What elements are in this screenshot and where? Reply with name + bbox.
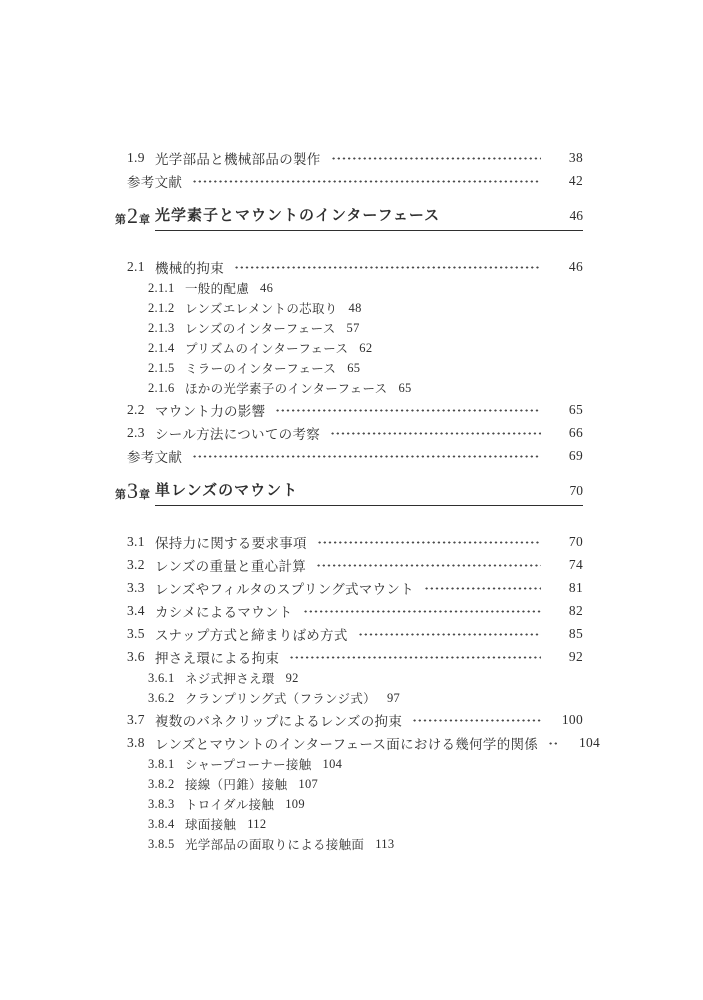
toc-subentry-title: 一般的配慮 [185,282,250,296]
toc-entry-number: 2.2 [127,401,145,417]
toc-subentry-title: シャープコーナー接触 [185,758,312,772]
toc-entry [115,444,583,467]
toc-entry-page: 100 [561,711,583,727]
toc-subentry-page: 65 [347,360,361,375]
toc-subentry-page: 109 [285,796,305,811]
toc-subentry-number: 3.6.2 [148,690,175,705]
toc-entry-number: 3.6 [127,648,145,664]
toc-entry [115,731,601,754]
toc-subentry-title: 球面接触 [185,818,237,832]
toc-subentry-title: トロイダル接触 [185,798,275,812]
toc-subentry-page: 112 [247,816,267,831]
toc-entry-page: 85 [568,625,583,641]
toc-entry-page: 70 [568,533,583,549]
toc-entry-number: 3.1 [127,533,145,549]
toc-subentry [115,834,583,854]
toc-subentry-page: 62 [359,340,373,355]
toc-subentry [115,688,583,708]
chapter-page: 70 [569,483,583,498]
toc-subentry-title: 接線（円錐）接触 [185,778,288,792]
toc-subentry-page: 65 [398,380,412,395]
toc-subentry-page: 92 [285,670,299,685]
toc-subentry [115,318,583,338]
toc-entry-number: 2.3 [127,424,145,440]
toc-entry [115,255,583,278]
toc-entry [115,622,583,645]
toc-entry [115,530,583,553]
toc-subentry [115,774,583,794]
toc-subentry-number: 3.8.2 [148,776,175,791]
toc-entry [115,421,583,444]
toc-entry-title: 機械的拘束 [155,260,224,276]
toc-entry [115,398,583,421]
toc-entry-page: 104 [578,734,601,750]
toc-subentry-title: ネジ式押さえ環 [185,672,275,686]
toc-subentry-page: 104 [322,756,343,771]
toc-entry-title: シール方法についての考察 [155,426,321,442]
toc-entry-number: 3.3 [127,579,145,595]
toc-subentry-number: 3.6.1 [148,670,175,685]
toc-entry-page: 65 [568,401,583,417]
toc-entry-page: 38 [568,149,583,165]
toc-entry-number: 1.9 [127,149,145,165]
toc-entry [115,576,583,599]
toc-entry [115,169,583,192]
toc-subentry [115,378,583,398]
chapter-label [115,478,150,506]
toc-entry-page: 92 [568,648,583,664]
toc-subentry-number: 3.8.4 [148,816,175,831]
toc-subentry-page: 57 [346,320,360,335]
chapter-title: 光学素子とマウントのインターフェース [155,207,441,224]
toc-subentry-number: 2.1.1 [148,280,175,295]
chapter-title-underline [155,204,583,231]
toc-subentry-number: 2.1.6 [148,380,175,395]
toc-chapter-heading [115,479,583,506]
toc-entry-title: 複数のバネクリップによるレンズの拘束 [155,713,403,729]
toc-subentry-number: 3.8.1 [148,756,175,771]
dot-leader [316,564,541,567]
toc-entry-title: 保持力に関する要求事項 [155,535,307,551]
toc-subentry [115,298,583,318]
chapter-number: 2 [127,203,138,228]
dot-leader [192,180,541,183]
toc-subentry-title: ミラーのインターフェース [185,362,337,376]
toc-entry-number: 3.8 [127,734,145,750]
toc-entry-title: 参考文献 [127,174,183,190]
chapter-label [115,203,150,231]
chapter-page: 46 [569,208,583,223]
chapter-label-prefix: 第 [115,489,126,501]
toc-subentry-title: ほかの光学素子のインターフェース [185,382,388,396]
toc-entry-page: 46 [568,258,583,274]
dot-leader [548,742,558,745]
toc-subentry-title: レンズエレメントの芯取り [185,302,338,316]
dot-leader [424,587,541,590]
toc-entry-title: マウント力の影響 [155,403,266,419]
toc-subentry [115,668,583,688]
toc-subentry-number: 2.1.3 [148,320,175,335]
dot-leader [289,656,541,659]
dot-leader [192,455,541,458]
toc-entry-number: 3.2 [127,556,145,572]
toc-subentry-title: レンズのインターフェース [185,322,336,336]
toc-subentry [115,754,583,774]
toc-subentry-page: 48 [348,300,362,315]
toc-entry-title: レンズとマウントのインターフェース面における幾何学的関係 [155,736,539,752]
toc-subentry-number: 2.1.4 [148,340,175,355]
toc-entry-number: 3.5 [127,625,145,641]
toc-entry-title: スナップ方式と締まりばめ方式 [155,627,348,643]
chapter-label-suffix: 章 [139,214,150,226]
toc-entry-title: 参考文献 [127,449,183,465]
toc-entry-number: 2.1 [127,258,145,274]
toc-entry [115,553,583,576]
toc-entry-page: 42 [568,172,583,188]
chapter-label-prefix: 第 [115,214,126,226]
toc-entry-number: 3.7 [127,711,145,727]
toc-subentry-number: 2.1.2 [148,300,175,315]
chapter-number: 3 [127,478,138,503]
dot-leader [234,266,541,269]
toc-entry [115,146,583,169]
toc-entry [115,645,583,668]
toc-entry-page: 74 [568,556,583,572]
dot-leader [330,432,541,435]
toc-subentry-number: 3.8.5 [148,836,175,851]
toc-entry-title: 押さえ環による拘束 [155,650,280,666]
toc-entry [115,599,583,622]
toc-subentry-page: 46 [260,280,274,295]
toc-subentry-page: 113 [375,836,395,851]
toc-subentry-number: 3.8.3 [148,796,175,811]
toc-chapter-heading [115,204,583,231]
toc-subentry [115,338,583,358]
toc-entry [115,708,583,731]
toc-entry-title: レンズの重量と重心計算 [155,558,307,574]
chapter-title-underline [155,479,583,506]
dot-leader [331,157,541,160]
toc-subentry-number: 2.1.5 [148,360,175,375]
toc-entry-title: レンズやフィルタのスプリング式マウント [155,581,415,597]
toc-subentry [115,794,583,814]
toc-entry-title: カシメによるマウント [155,604,293,620]
toc-entry-title: 光学部品と機械部品の製作 [155,151,321,167]
toc-subentry-page: 107 [298,776,319,791]
dot-leader [275,409,541,412]
toc-subentry-title: プリズムのインターフェース [185,342,349,356]
chapter-label-suffix: 章 [139,489,150,501]
toc-entry-page: 66 [568,424,583,440]
toc-subentry [115,814,583,834]
dot-leader [303,610,541,613]
table-of-contents [115,146,601,854]
dot-leader [412,719,541,722]
toc-entry-page: 82 [568,602,583,618]
chapter-title: 単レンズのマウント [155,482,299,499]
toc-subentry [115,358,583,378]
toc-entry-page: 81 [568,579,583,595]
toc-subentry-page: 97 [386,690,401,705]
toc-subentry-title: 光学部品の面取りによる接触面 [185,838,365,852]
toc-entry-page: 69 [568,447,583,463]
toc-subentry-title: クランプリング式（フランジ式） [185,692,376,706]
toc-subentry [115,278,583,298]
toc-entry-number: 3.4 [127,602,145,618]
dot-leader [358,633,541,636]
dot-leader [317,541,541,544]
